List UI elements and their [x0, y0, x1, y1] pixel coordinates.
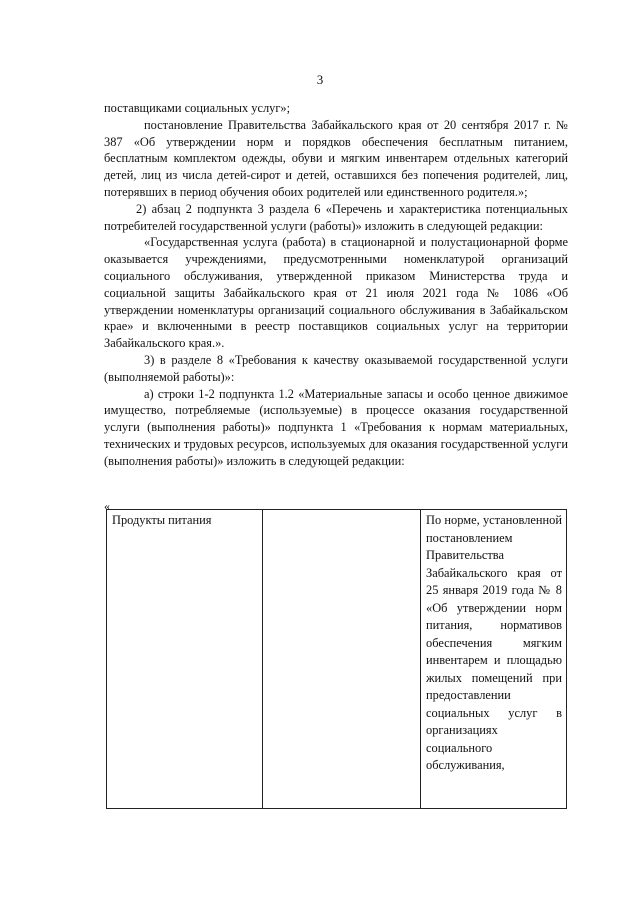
- requirements-table: [106, 509, 567, 809]
- paragraph-item-2: 2) абзац 2 подпункта 3 раздела 6 «Перечень и характеристика потенциальных потребителей государственной услуги (работы)» изложить в следующей редакции:: [104, 201, 568, 233]
- paragraph-decree-387: постановление Правительства Забайкальского края от 20 сентября 2017 г. № 387 «Об утверждении норм и порядков обеспечения бесплатным питанием, бесплатным комплектом одежды, обуви и мягким инвентарем отдельных категорий детей, лиц из числа детей-сирот и детей, оставшихся без попечения родителей, лиц, потерявших в период обучения обоих родителей или единственного родителя.»;: [104, 117, 568, 199]
- paragraph-item-3: 3) в разделе 8 «Требования к качеству оказываемой государственной услуги (выполняемой работы)»:: [104, 352, 568, 384]
- table-row: [107, 510, 567, 809]
- table-cell-norm: По норме, установленной постановлением Правительства Забайкальского края от 25 января 2019 года № 8 «Об утверждении норм питания, нормативов обеспечения мягким инвентарем и площадью жилых помещений при предоставлении социальных услуг в организациях социального обслуживания,: [421, 510, 567, 809]
- table-cell-empty: [263, 510, 421, 809]
- paragraph-continuation: поставщиками социальных услуг»;: [104, 101, 291, 115]
- paragraph-item-3a: а) строки 1-2 подпункта 1.2 «Материальные запасы и особо ценное движимое имущество, потребляемые (используемые) в процессе оказания государственной услуги (выполнения работы)» подпункта 1 «Требования к нормам материальных, технических и трудовых ресурсов, используемых для оказания государственной услуги (выполнения работы)» изложить в следующей редакции:: [104, 386, 568, 468]
- table-quote-open: «: [104, 499, 110, 513]
- page-number: 3: [316, 72, 324, 87]
- paragraph-quoted-text: «Государственная услуга (работа) в стационарной и полустационарной форме оказывается учреждениями, предусмотренными номенклатурой организаций социального обслуживания, утвержденной приказом Министерства труда и социальной защиты Забайкальского края от 21 июля 2021 года № 1086 «Об утверждении номенклатуры организаций социального обслуживания в Забайкальском крае» и включенными в реестр поставщиков социальных услуг на территории Забайкальского края.».: [104, 235, 568, 351]
- table-cell-item: Продукты питания: [107, 510, 263, 809]
- document-body: [104, 100, 568, 470]
